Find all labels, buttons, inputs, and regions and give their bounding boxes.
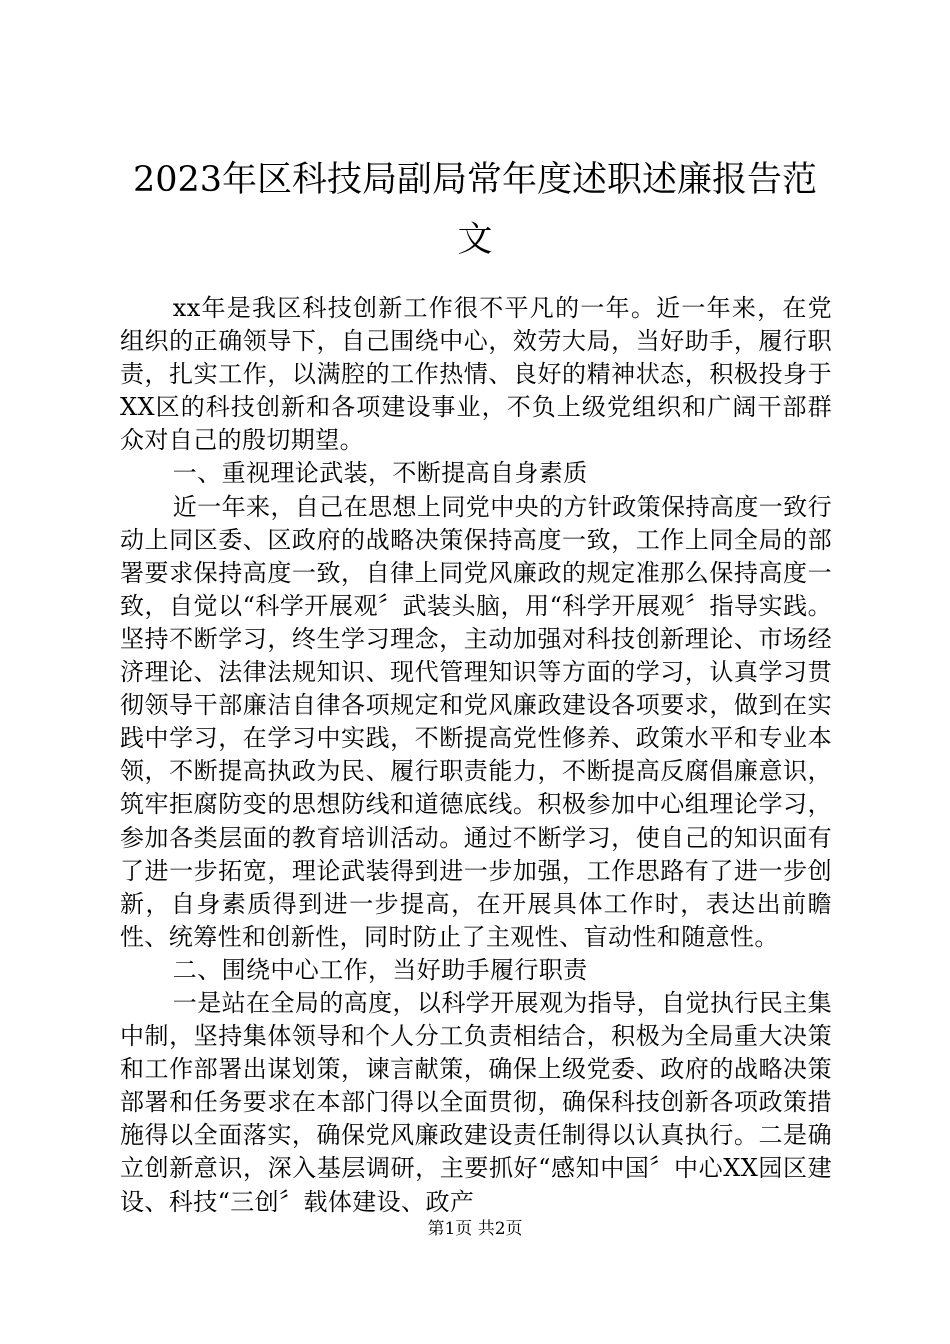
- page-footer: 第1页 共2页: [427, 1219, 523, 1239]
- document-body: [120, 292, 832, 1219]
- paragraph-section-2: 一是站在全局的高度，以科学开展观为指导，自觉执行民主集中制，坚持集体领导和个人分工负责相结合，积极为全局重大决策和工作部署出谋划策，谏言献策，确保上级党委、政府的战略决策部署和任务要求在本部门得以全面贯彻，确保科技创新各项政策措施得以全面落实，确保党风廉政建设责任制得以认真执行。二是确立创新意识，深入基层调研，主要抓好“感知中国〞中心XX园区建设、科技“三创〞载体建设、政产: [120, 988, 832, 1216]
- paragraph-intro: xx年是我区科技创新工作很不平凡的一年。近一年来，在党组织的正确领导下，自己围绕中心，效劳大局，当好助手，履行职责，扎实工作，以满腔的工作热情、良好的精神状态，积极投身于XX区的科技创新和各项建设事业，不负上级党组织和广阔干部群众对自己的殷切期望。: [120, 294, 832, 455]
- section-heading-1: 一、重视理论武装，不断提高自身素质: [172, 459, 588, 488]
- paragraph-section-1: 近一年来，自己在思想上同党中央的方针政策保持高度一致行动上同区委、区政府的战略决策保持高度一致，工作上同全局的部署要求保持高度一致，自律上同党风廉政的规定准那么保持高度一致，自觉以“科学开展观〞武装头脑，用“科学开展观〞指导实践。坚持不断学习，终生学习理念，主动加强对科技创新理论、市场经济理论、法律法规知识、现代管理知识等方面的学习，认真学习贯彻领导干部廉洁自律各项规定和党风廉政建设各项要求，做到在实践中学习，在学习中实践，不断提高党性修养、政策水平和专业本领，不断提高执政为民、履行职责能力，不断提高反腐倡廉意识，筑牢拒腐防变的思想防线和道德底线。积极参加中心组理论学习，参加各类层面的教育培训活动。通过不断学习，使自己的知识面有了进一步拓宽，理论武装得到进一步加强，工作思路有了进一步创新，自身素质得到进一步提高，在开展具体工作时，表达出前瞻性、统筹性和创新性，同时防止了主观性、盲动性和随意性。: [120, 492, 832, 951]
- section-heading-2: 二、围绕中心工作，当好助手履行职责: [172, 955, 588, 984]
- document-title: 2023年区科技局副局常年度述职述廉报告范文: [132, 160, 818, 260]
